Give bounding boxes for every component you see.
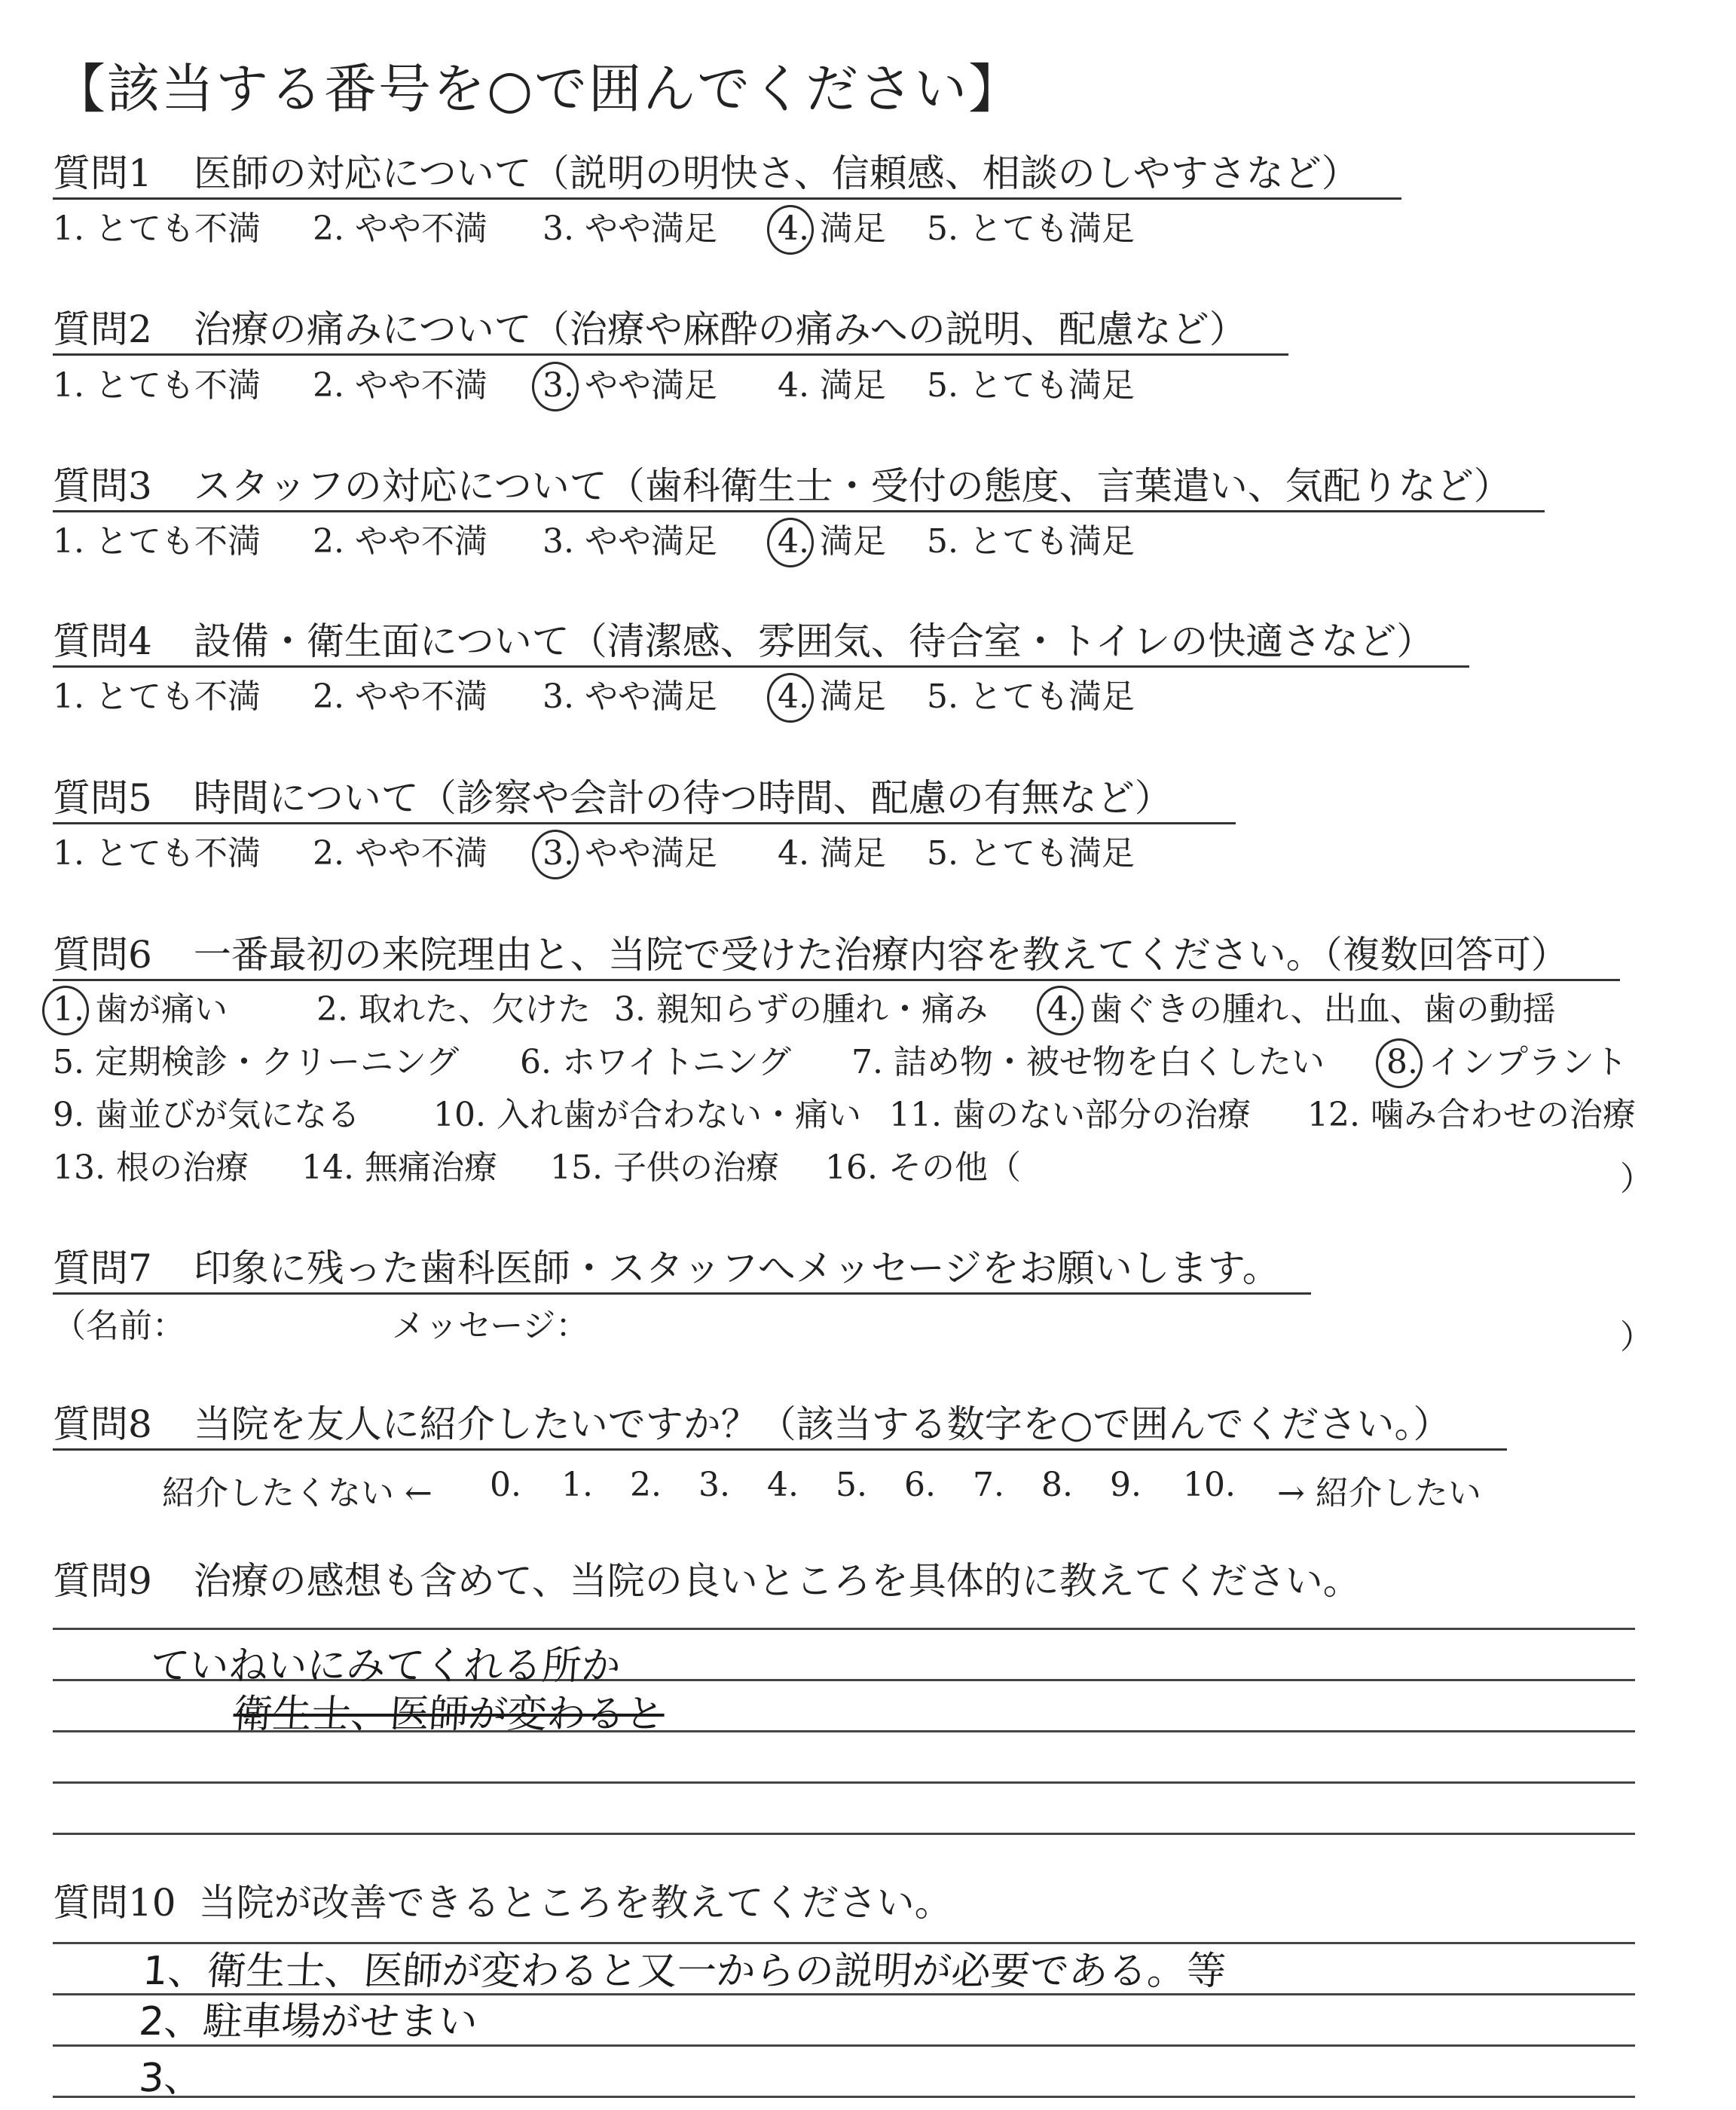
q5-option-2[interactable]: 2. やや不満 <box>313 834 487 873</box>
q8-scale-1[interactable]: 1. <box>561 1466 593 1504</box>
q5-underline <box>53 822 1236 824</box>
q1-label: 質問1 <box>53 151 152 195</box>
q2-label: 質問2 <box>53 307 152 351</box>
q1-option-3[interactable]: 3. やや満足 <box>542 209 717 248</box>
q1-text: 医師の対応について（説明の明快さ、信頼感、相談のしやすさなど） <box>193 151 1359 195</box>
q1-underline <box>53 197 1401 200</box>
q9-title <box>53 1559 1361 1603</box>
q10-handwritten-answer-1[interactable]: 1、衛生士、医師が変わると又一からの説明が必要である。等 <box>141 1949 1227 1994</box>
q8-label: 質問8 <box>53 1402 152 1446</box>
q8-right-label: → 紹介したい <box>1277 1474 1481 1512</box>
q4-option-2[interactable]: 2. やや不満 <box>313 677 487 716</box>
q6-option-11[interactable]: 11. 歯のない部分の治療 <box>889 1096 1251 1134</box>
q4-label: 質問4 <box>53 619 152 663</box>
form-header: 【該当する番号を○で囲んでください】 <box>53 58 1023 120</box>
q6-option-3[interactable]: 3. 親知らずの腫れ・痛み <box>614 990 988 1029</box>
q2-option-3[interactable]: 3. やや満足 <box>542 366 717 405</box>
q1-option-4[interactable]: 4. 満足 <box>778 209 886 248</box>
q2-option-4[interactable]: 4. 満足 <box>778 366 886 405</box>
q7-message-label[interactable]: メッセージ： <box>392 1307 589 1345</box>
q1-option-5[interactable]: 5. とても満足 <box>927 209 1135 248</box>
q8-scale-6[interactable]: 6. <box>904 1466 936 1504</box>
q7-label: 質問7 <box>53 1246 152 1290</box>
q6-other-close: ） <box>1620 1160 1653 1198</box>
q5-title <box>53 776 1172 820</box>
q7-name-label[interactable]: （名前： <box>53 1307 185 1345</box>
q1-option-1[interactable]: 1. とても不満 <box>53 209 261 248</box>
q4-option-5[interactable]: 5. とても満足 <box>927 677 1135 716</box>
q8-title <box>53 1402 1451 1446</box>
q9-label: 質問9 <box>53 1559 152 1603</box>
q10-answer-line-4 <box>53 2096 1635 2098</box>
q6-text: 一番最初の来院理由と、当院で受けた治療内容を教えてください。（複数回答可） <box>193 933 1569 977</box>
q7-underline <box>53 1292 1311 1295</box>
q5-option-4[interactable]: 4. 満足 <box>778 834 886 873</box>
q2-title <box>53 307 1247 351</box>
q9-handwritten-answer-1[interactable]: ていねいにみてくれる所か <box>148 1644 622 1689</box>
q2-text: 治療の痛みについて（治療や麻酔の痛みへの説明、配慮など） <box>193 307 1247 351</box>
q6-option-13[interactable]: 13. 根の治療 <box>53 1148 249 1187</box>
q8-scale-2[interactable]: 2. <box>630 1466 662 1504</box>
q3-label: 質問3 <box>53 464 152 508</box>
q5-option-1[interactable]: 1. とても不満 <box>53 834 261 873</box>
q9-answer-line-1 <box>53 1628 1635 1630</box>
q8-scale-0[interactable]: 0. <box>490 1466 521 1504</box>
q3-option-3[interactable]: 3. やや満足 <box>542 522 717 561</box>
q7-title <box>53 1246 1280 1290</box>
q3-option-5[interactable]: 5. とても満足 <box>927 522 1135 561</box>
q2-option-5[interactable]: 5. とても満足 <box>927 366 1135 405</box>
q3-option-1[interactable]: 1. とても不満 <box>53 522 261 561</box>
q3-text: スタッフの対応について（歯科衛生士・受付の態度、言葉遣い、気配りなど） <box>193 464 1511 508</box>
q2-option-1[interactable]: 1. とても不満 <box>53 366 261 405</box>
q6-option-15[interactable]: 15. 子供の治療 <box>550 1148 779 1187</box>
q3-option-4[interactable]: 4. 満足 <box>778 522 886 561</box>
q5-option-5[interactable]: 5. とても満足 <box>927 834 1135 873</box>
q6-option-9[interactable]: 9. 歯並びが気になる <box>53 1096 360 1134</box>
q4-text: 設備・衛生面について（清潔感、雰囲気、待合室・トイレの快適さなど） <box>193 619 1435 663</box>
q1-option-2[interactable]: 2. やや不満 <box>313 209 487 248</box>
q6-option-1[interactable]: 1. 歯が痛い <box>53 990 228 1029</box>
q8-text: 当院を友人に紹介したいですか？（該当する数字を○で囲んでください。） <box>193 1402 1451 1446</box>
q4-option-1[interactable]: 1. とても不満 <box>53 677 261 716</box>
q4-underline <box>53 665 1469 668</box>
q6-label: 質問6 <box>53 933 152 977</box>
q6-option-8[interactable]: 8. インプラント <box>1386 1043 1628 1081</box>
q8-scale-5[interactable]: 5. <box>836 1466 867 1504</box>
q5-option-3[interactable]: 3. やや満足 <box>542 834 717 873</box>
q8-left-label: 紹介したくない ← <box>162 1474 432 1512</box>
q3-option-2[interactable]: 2. やや不満 <box>313 522 487 561</box>
q4-title <box>53 619 1435 663</box>
q2-underline <box>53 353 1288 356</box>
q5-text: 時間について（診察や会計の待つ時間、配慮の有無など） <box>193 776 1172 820</box>
q6-underline <box>53 979 1620 981</box>
q1-title <box>53 151 1359 195</box>
q8-scale-7[interactable]: 7. <box>973 1466 1004 1504</box>
q8-scale-9[interactable]: 9. <box>1110 1466 1142 1504</box>
q9-answer-line-5 <box>53 1833 1635 1835</box>
q10-title <box>53 1881 952 1925</box>
q6-option-16[interactable]: 16. その他（ <box>825 1148 1021 1187</box>
q4-option-3[interactable]: 3. やや満足 <box>542 677 717 716</box>
q6-option-5[interactable]: 5. 定期検診・クリーニング <box>53 1043 460 1081</box>
q2-option-2[interactable]: 2. やや不満 <box>313 366 487 405</box>
q6-option-12[interactable]: 12. 噛み合わせの治療 <box>1307 1096 1636 1134</box>
q8-scale-8[interactable]: 8. <box>1041 1466 1073 1504</box>
q10-handwritten-answer-2[interactable]: 2、駐車場がせまい <box>137 1999 479 2044</box>
q4-option-4[interactable]: 4. 満足 <box>778 677 886 716</box>
q10-handwritten-answer-3[interactable]: 3、 <box>137 2056 205 2101</box>
q3-title <box>53 464 1511 508</box>
q8-scale-10[interactable]: 10. <box>1183 1466 1236 1504</box>
q10-label: 質問10 <box>53 1881 176 1925</box>
q3-underline <box>53 510 1545 512</box>
q7-text: 印象に残った歯科医師・スタッフへメッセージをお願いします。 <box>193 1246 1280 1290</box>
q5-label: 質問5 <box>53 776 152 820</box>
q6-option-10[interactable]: 10. 入れ歯が合わない・痛い <box>433 1096 861 1134</box>
q6-option-7[interactable]: 7. 詰め物・被せ物を白くしたい <box>851 1043 1325 1081</box>
q6-option-6[interactable]: 6. ホワイトニング <box>520 1043 792 1081</box>
q9-handwritten-answer-2-struck[interactable]: 衛生士、医師が変わると <box>231 1692 666 1737</box>
q8-scale-4[interactable]: 4. <box>767 1466 799 1504</box>
q6-option-14[interactable]: 14. 無痛治療 <box>301 1148 497 1187</box>
q6-title <box>53 933 1569 977</box>
q10-text: 当院が改善できるところを教えてください。 <box>198 1881 952 1925</box>
q9-answer-line-4 <box>53 1781 1635 1784</box>
q6-option-4[interactable]: 4. 歯ぐきの腫れ、出血、歯の動揺 <box>1047 990 1556 1029</box>
q6-option-2[interactable]: 2. 取れた、欠けた <box>316 990 591 1029</box>
q9-text: 治療の感想も含めて、当院の良いところを具体的に教えてください。 <box>193 1559 1361 1603</box>
q8-underline <box>53 1448 1507 1451</box>
q7-close: ） <box>1620 1318 1653 1356</box>
q8-scale-3[interactable]: 3. <box>698 1466 730 1504</box>
